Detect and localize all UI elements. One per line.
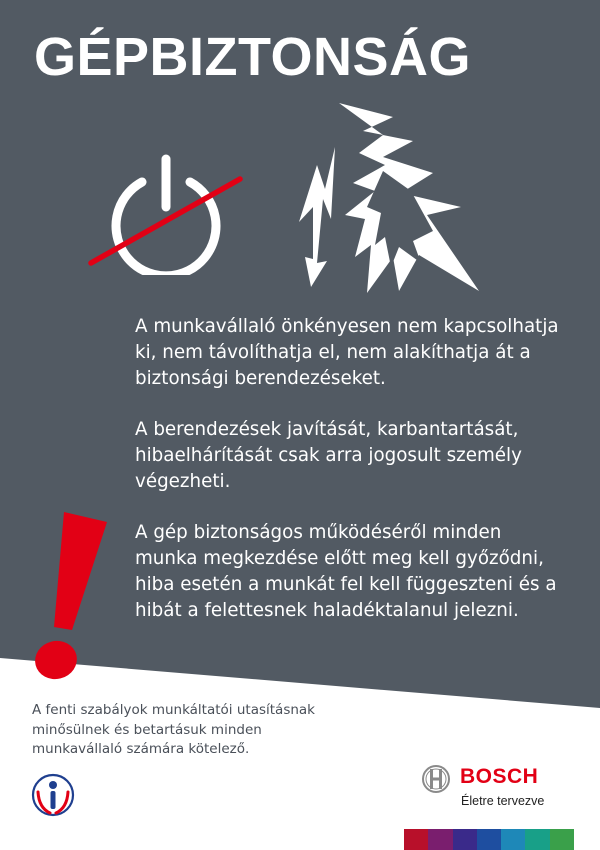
rule-text-3: A gép biztonságos működéséről minden munka megkezdése előtt meg kell győződni, hiba esetén a munkát fel kell függeszteni és a hibát a felettesnek haladéktalanul jelezni. [135,522,557,621]
safety-figure-logo [30,772,76,818]
electric-shock-icon [283,95,483,295]
lightning-bolt-left [299,147,335,287]
footer-note: A fenti szabályok munkáltatói utasításnak minősülnek és betartásuk minden munkavállaló számára kötelező. [32,702,315,757]
bosch-armature-icon [421,764,451,794]
poster-title: GÉPBIZTONSÁG [34,27,472,87]
rule-text-1: A munkavállaló önkényesen nem kapcsolhatja ki, nem távolíthatja el, nem alakíthatja át a biztonsági berendezéseket. [135,316,559,389]
brand-wordmark: BOSCH [460,765,539,788]
rules-block [135,314,565,649]
power-off-crossed-icon [86,145,248,275]
rule-text-2: A berendezések javítását, karbantartását, hibaelhárítását csak arra jogosult személy végezheti. [135,419,522,492]
brand-tagline: Életre tervezve [461,794,545,808]
exclamation-icon [28,510,108,685]
brand-color-bar [404,829,574,850]
